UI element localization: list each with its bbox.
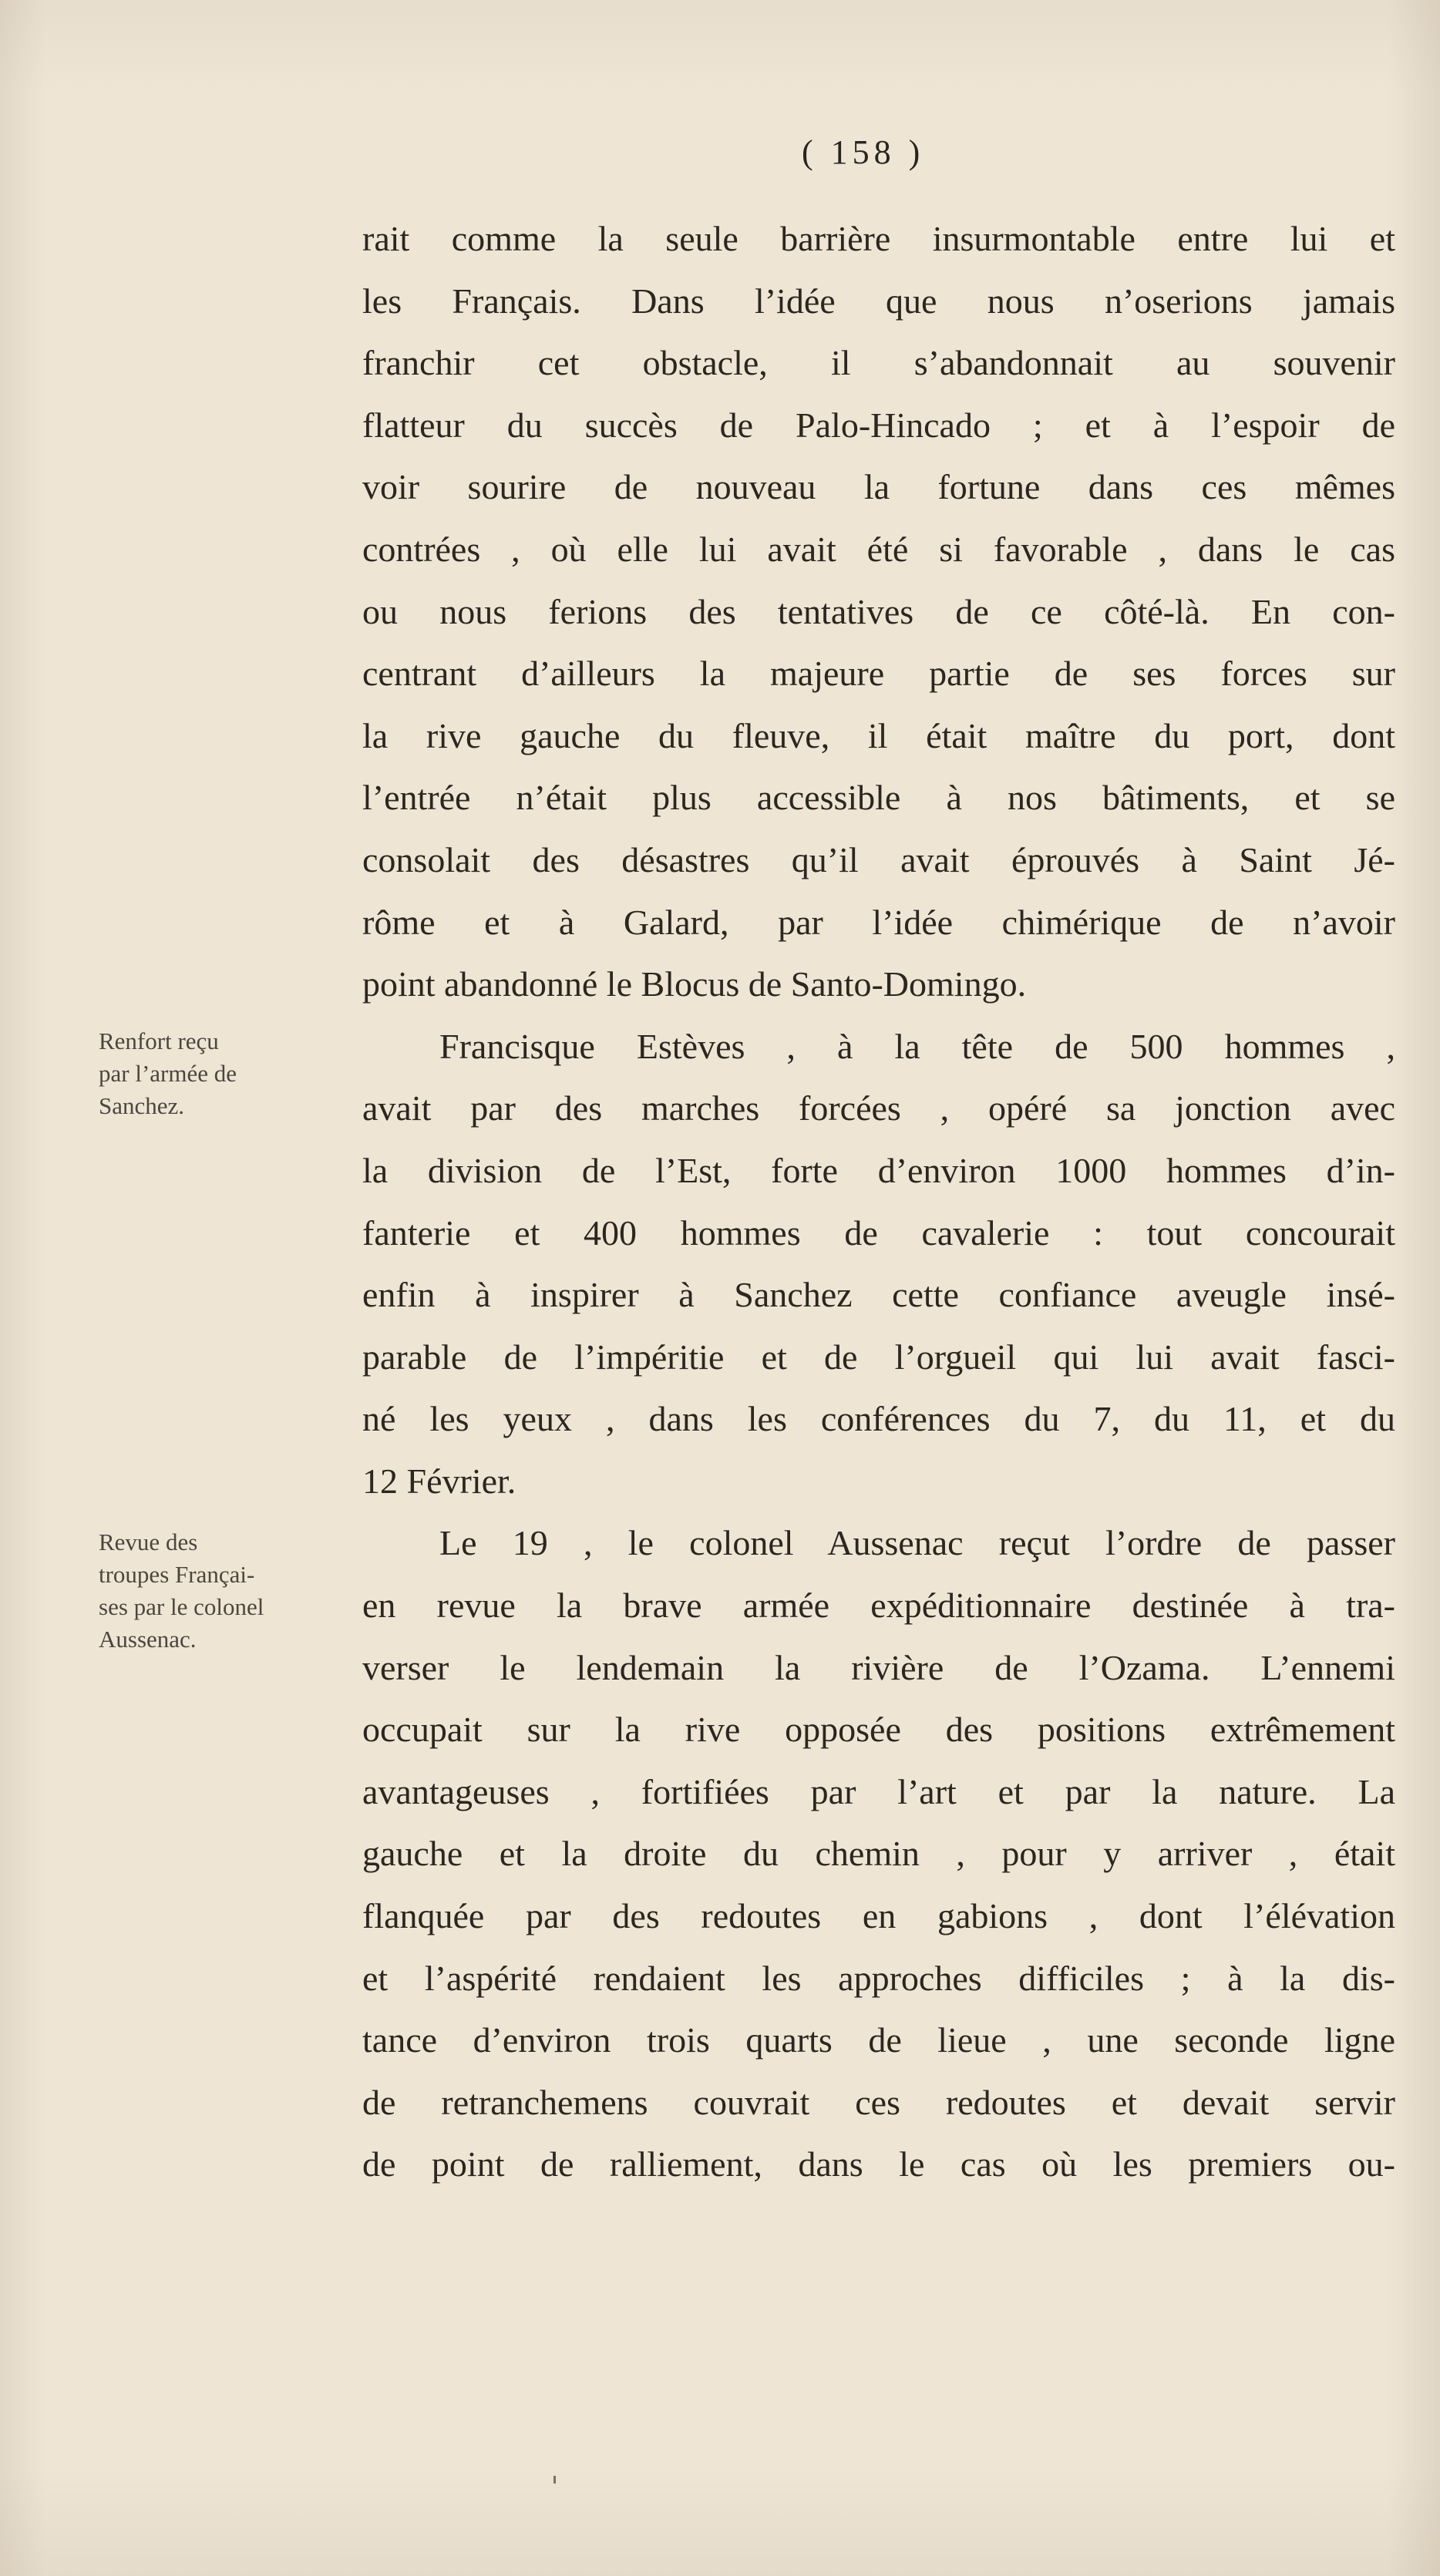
- text-line: gauche et la droite du chemin , pour y arriver , était: [362, 1834, 1395, 1874]
- margin-note-line: Revue des: [99, 1528, 198, 1555]
- margin-note-review: [99, 1526, 330, 1656]
- text-line: verser le lendemain la rivière de l’Ozama. L’ennemi: [362, 1647, 1395, 1687]
- text-line: avantageuses , fortifiées par l’art et par la nature. La: [362, 1771, 1395, 1811]
- text-line: l’entrée n’était plus accessible à nos bâtiments, et se: [362, 778, 1395, 818]
- text-line: flanquée par des redoutes en gabions , dont l’élévation: [362, 1896, 1395, 1936]
- body-text: [362, 208, 1395, 2196]
- page-number: ( 158 ): [802, 133, 925, 171]
- text-line: fanterie et 400 hommes de cavalerie : tout concourait: [362, 1212, 1395, 1253]
- text-line: consolait des désastres qu’il avait éprouvés à Saint Jé-: [362, 839, 1395, 879]
- text-line: enfin à inspirer à Sanchez cette confiance aveugle insé-: [362, 1275, 1395, 1315]
- margin-note-line: par l’armée de: [99, 1060, 237, 1087]
- margin-note-line: Sanchez.: [99, 1092, 185, 1119]
- text-line: voir sourire de nouveau la fortune dans ces mêmes: [362, 467, 1395, 507]
- paragraph-start-line: Francisque Estèves , à la tête de 500 hommes ,: [439, 1026, 1395, 1066]
- text-line: la rive gauche du fleuve, il était maître du port, dont: [362, 715, 1395, 755]
- text-line: tance d’environ trois quarts de lieue , une seconde ligne: [362, 2020, 1395, 2060]
- text-line: ou nous ferions des tentatives de ce côté-là. En con-: [362, 591, 1395, 631]
- text-line: flatteur du succès de Palo-Hincado ; et à l’espoir de: [362, 405, 1395, 445]
- text-line: parable de l’impéritie et de l’orgueil qui lui avait fasci-: [362, 1337, 1395, 1377]
- text-line: né les yeux , dans les conférences du 7, du 11, et du: [362, 1399, 1395, 1439]
- text-line: les Français. Dans l’idée que nous n’oserions jamais: [362, 281, 1395, 321]
- text-line: contrées , où elle lui avait été si favorable , dans le cas: [362, 529, 1395, 569]
- text-line: en revue la brave armée expéditionnaire destinée à tra-: [362, 1586, 1395, 1626]
- margin-note-line: ses par le colonel: [99, 1593, 264, 1620]
- text-line: rait comme la seule barrière insurmontable entre lui et: [362, 219, 1395, 258]
- text-line: et l’aspérité rendaient les approches difficiles ; à la dis-: [362, 1958, 1395, 1998]
- text-line: avait par des marches forcées , opéré sa jonction avec: [362, 1088, 1395, 1128]
- paragraph-start-line: Le 19 , le colonel Aussenac reçut l’ordre de passer: [439, 1523, 1395, 1563]
- margin-note-reinforcement: [99, 1025, 330, 1122]
- margin-note-line: Aussenac.: [99, 1626, 197, 1653]
- text-line: centrant d’ailleurs la majeure partie de ses forces sur: [362, 654, 1395, 694]
- paragraph-end-line: 12 Février.: [362, 1461, 516, 1501]
- ink-speck: [553, 2476, 556, 2484]
- text-line: occupait sur la rive opposée des positions extrêmement: [362, 1710, 1395, 1750]
- margin-note-line: troupes Françai-: [99, 1561, 255, 1588]
- text-line: la division de l’Est, forte d’environ 1000 hommes d’in-: [362, 1150, 1395, 1190]
- margin-note-line: Renfort reçu: [99, 1027, 219, 1054]
- text-line: de retranchemens couvrait ces redoutes et devait servir: [362, 2082, 1395, 2122]
- text-line: franchir cet obstacle, il s’abandonnait au souvenir: [362, 343, 1395, 383]
- text-line: rôme et à Galard, par l’idée chimérique de n’avoir: [362, 902, 1395, 942]
- text-line: de point de ralliement, dans le cas où les premiers ou-: [362, 2144, 1395, 2184]
- paragraph-end-line: point abandonné le Blocus de Santo-Domingo.: [362, 964, 1027, 1004]
